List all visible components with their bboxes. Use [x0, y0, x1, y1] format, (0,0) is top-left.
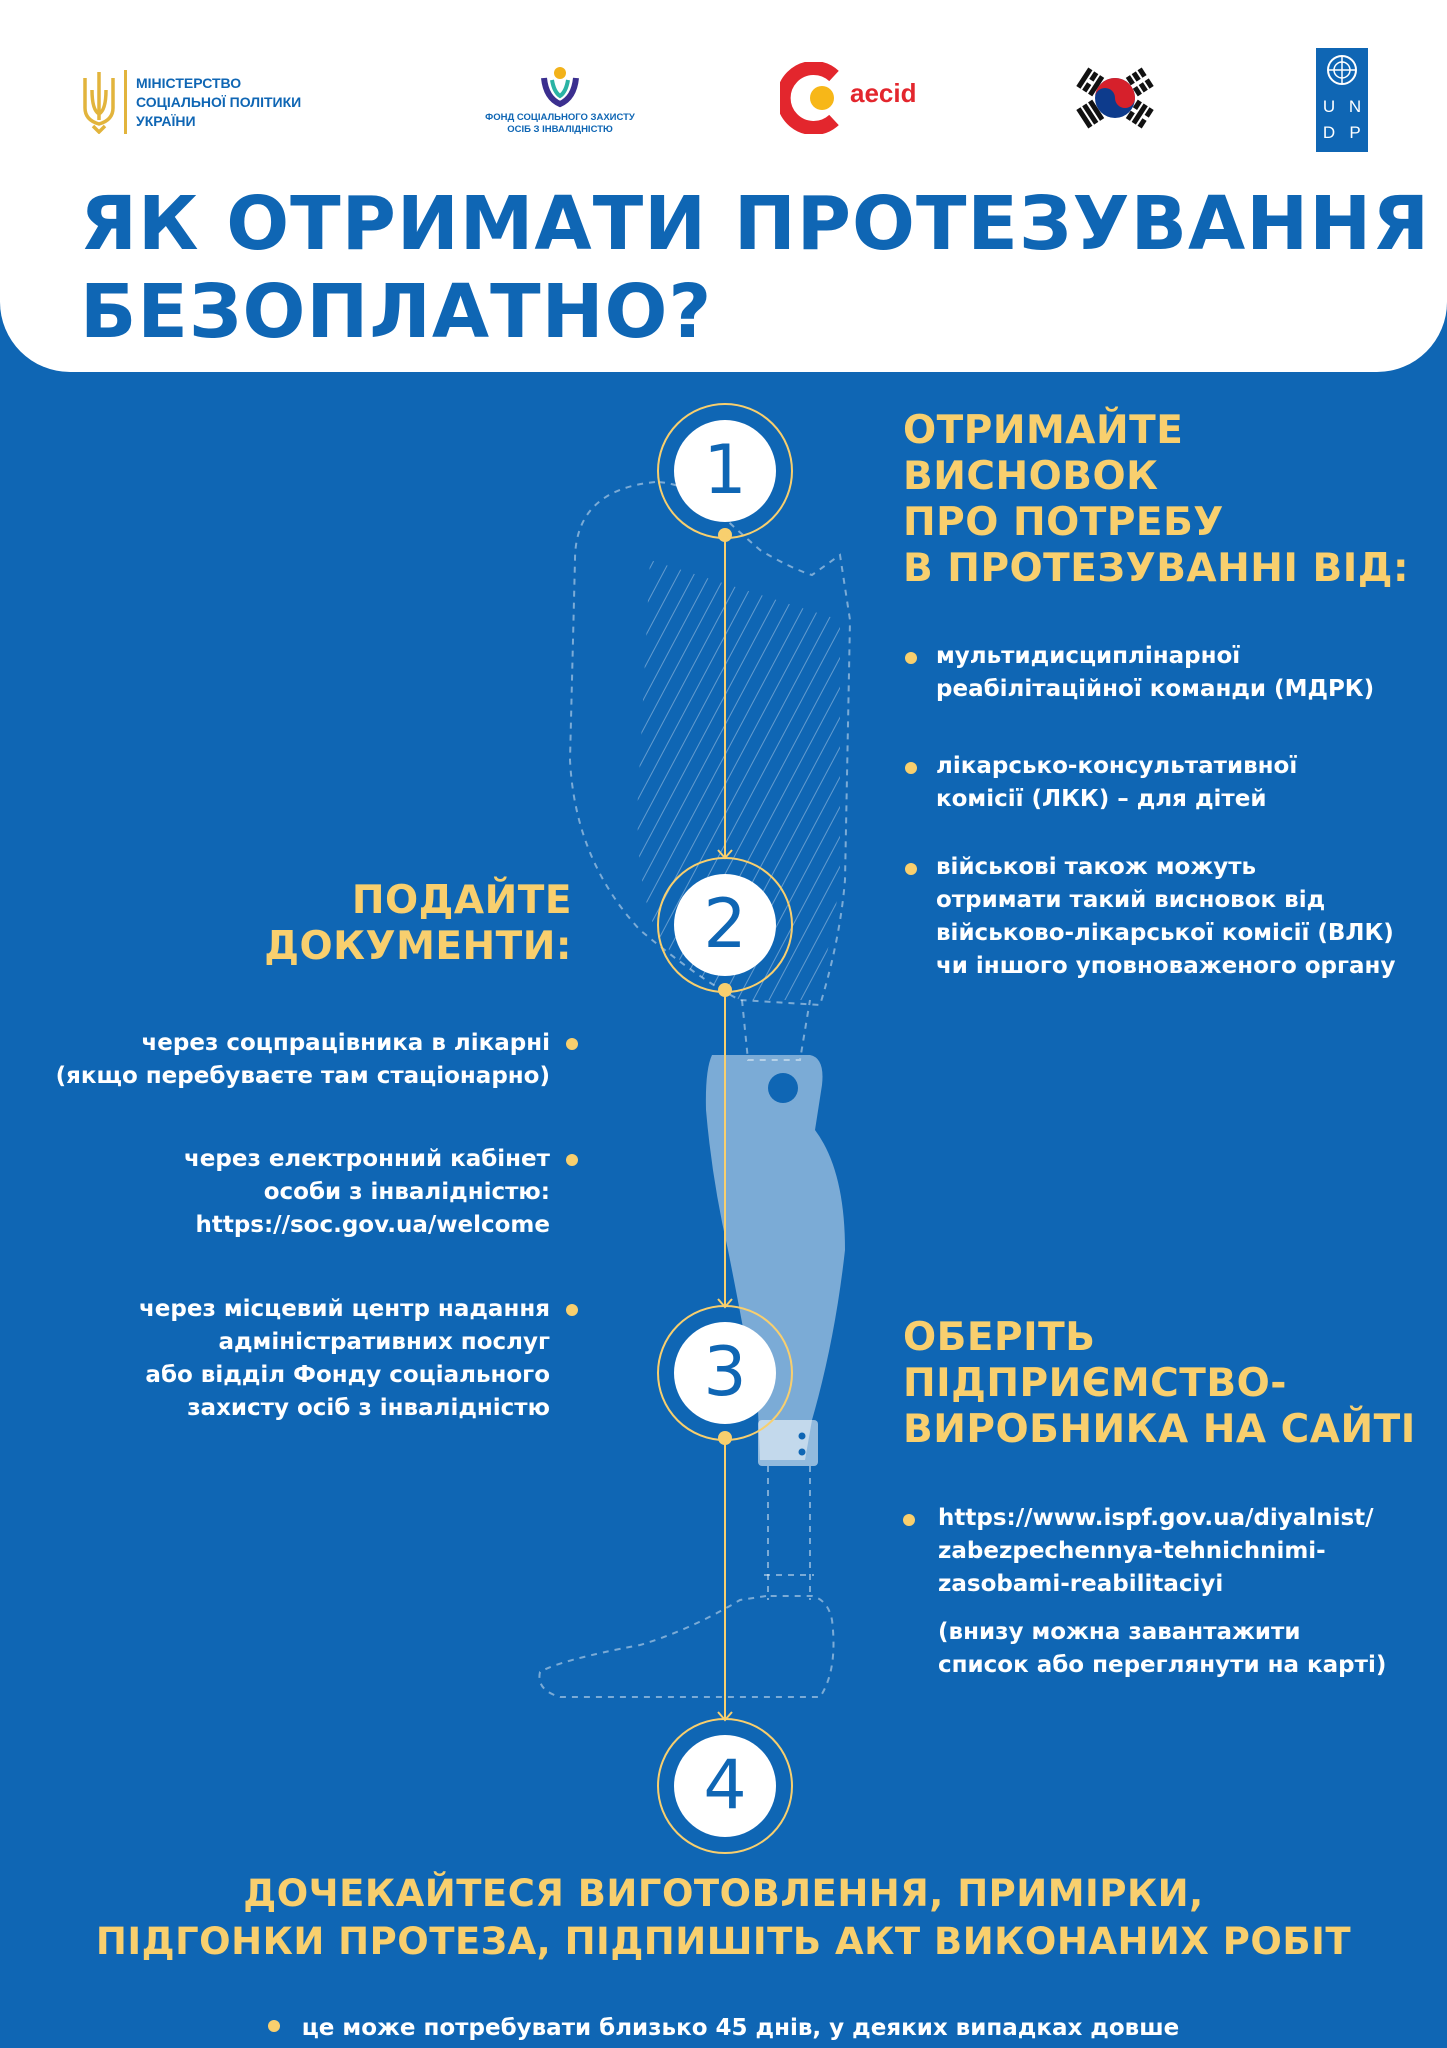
step-2-bullet-1-line-2: (якщо перебуваєте там стаціонарно): [55, 1063, 550, 1089]
connector-outline: [742, 1000, 810, 1060]
bullet-dot: [268, 2020, 280, 2032]
bullet-dot: [905, 863, 917, 875]
step-1-title-line-3: ПРО ПОТРЕБУ: [903, 500, 1224, 545]
step-3-link-line-2[interactable]: zabezpechennya-tehnichnimi-: [938, 1538, 1326, 1564]
step-2-bullet-1: [20, 1027, 550, 1093]
step-1-bullet-3: [936, 851, 1395, 983]
step-2-title: [200, 878, 572, 970]
step-1-title-line-2: ВИСНОВОК: [903, 454, 1159, 499]
step-2-bullet-3-line-3: або відділ Фонду соціального: [145, 1362, 550, 1388]
step-3-title-line-2: ПІДПРИЄМСТВО-: [903, 1361, 1287, 1406]
step-2-bullet-2-line-2: особи з інвалідністю:: [263, 1179, 550, 1205]
bullet-dot: [566, 1038, 578, 1050]
step-1-bullet-1-line-2: реабілітаційної команди (МДРК): [936, 676, 1375, 702]
bullet-dot: [903, 1514, 915, 1526]
step-3-link-line-3[interactable]: zasobami-reabilitaciyi: [938, 1571, 1224, 1597]
aecid-text: aecid: [850, 78, 917, 108]
page-title-line-2: БЕЗОПЛАТНО?: [80, 269, 713, 355]
step-2-bullet-3-line-2: адміністративних послуг: [218, 1329, 550, 1355]
step-4-title-line-2: ПІДГОНКИ ПРОТЕЗА, ПІДПИШІТЬ АКТ ВИКОНАНИХ РОБІТ: [95, 1920, 1352, 1963]
step-1-bullet-3-line-4: чи іншого уповноваженого органу: [936, 953, 1396, 979]
step-1-bullet-1-line-1: мультидисциплінарної: [936, 643, 1241, 669]
step-2-bullet-3-line-1: через місцевий центр надання: [139, 1296, 550, 1322]
bullet-dot: [905, 762, 917, 774]
step-2-bullet-3: [20, 1293, 550, 1425]
step-1-bullet-2-line-2: комісії (ЛКК) – для дітей: [936, 786, 1267, 812]
step-3-circle: [657, 1305, 793, 1441]
step-3-note: [938, 1616, 1386, 1682]
undp-letter-d: D: [1322, 123, 1336, 142]
step-1-title-line-1: ОТРИМАЙТЕ: [903, 408, 1184, 453]
step-3-note-line-2: список або переглянути на карті): [938, 1652, 1387, 1678]
step-4-title: [0, 1870, 1447, 1966]
step-1-title-line-4: В ПРОТЕЗУВАННІ ВІД:: [903, 546, 1410, 591]
step-3-link-line-1[interactable]: https://www.ispf.gov.ua/diyalnist/: [938, 1505, 1374, 1531]
bullet-dot: [905, 652, 917, 664]
step-1-bullet-3-line-3: військово-лікарської комісії (ВЛК): [936, 920, 1394, 946]
step-3-bullet-1: [938, 1502, 1374, 1601]
step-2-bullet-3-line-4: захисту осіб з інвалідністю: [187, 1395, 550, 1421]
step-1-bullet-1: [936, 640, 1374, 706]
ministry-line-3: УКРАЇНИ: [136, 113, 196, 129]
step-1-bullet-2: [936, 750, 1297, 816]
step-4-number: 4: [703, 1746, 747, 1825]
step-2-bullet-2-link[interactable]: https://soc.gov.ua/welcome: [195, 1212, 550, 1238]
step-2-title-line-2: ДОКУМЕНТИ:: [264, 924, 572, 969]
knee-hole: [768, 1073, 798, 1103]
step-1-number: 1: [703, 431, 747, 510]
step-2-number: 2: [703, 885, 747, 964]
step-4-title-line-1: ДОЧЕКАЙТЕСЯ ВИГОТОВЛЕННЯ, ПРИМІРКИ,: [243, 1872, 1204, 1915]
step-1-circle: [657, 403, 793, 539]
page-title-line-1: ЯК ОТРИМАТИ ПРОТЕЗУВАННЯ: [80, 181, 1431, 267]
step-4-circle: [657, 1718, 793, 1854]
step-3-number: 3: [703, 1333, 747, 1412]
step-3-note-line-1: (внизу можна завантажити: [938, 1619, 1301, 1645]
undp-letter-n: N: [1348, 97, 1362, 116]
fund-line-1: ФОНД СОЦІАЛЬНОГО ЗАХИСТУ: [485, 112, 635, 123]
step-1-title: [903, 408, 1409, 592]
step-2-circle: [657, 857, 793, 993]
pylon-outline: [768, 1466, 810, 1600]
step-3-title: [903, 1315, 1416, 1453]
ministry-line-1: МІНІСТЕРСТВО: [136, 75, 242, 91]
step-2-title-line-1: ПОДАЙТЕ: [351, 878, 572, 923]
step-3-title-line-3: ВИРОБНИКА НА САЙТІ: [903, 1407, 1416, 1452]
fund-line-2: ОСІБ З ІНВАЛІДНІСТЮ: [507, 124, 613, 135]
step-4-note: [0, 2015, 1447, 2041]
foot-outline: [539, 1596, 833, 1697]
undp-letter-p: P: [1349, 123, 1361, 142]
step-1-bullet-3-line-2: отримати такий висновок від: [936, 887, 1326, 913]
step-1-bullet-2-line-1: лікарсько-консультативної: [936, 753, 1298, 779]
undp-letter-u: U: [1322, 97, 1336, 116]
bullet-dot: [566, 1154, 578, 1166]
step-2-bullet-2-line-1: через електронний кабінет: [184, 1146, 550, 1172]
step-4-note-text: це може потребувати близько 45 днів, у деяких випадках довше: [301, 2015, 1180, 2041]
step-2-bullet-1-line-1: через соцпрацівника в лікарні: [141, 1030, 550, 1056]
step-2-bullet-2: [20, 1143, 550, 1242]
ministry-line-2: СОЦІАЛЬНОЇ ПОЛІТИКИ: [136, 94, 302, 110]
bullet-dot: [566, 1304, 578, 1316]
step-3-title-line-1: ОБЕРІТЬ: [903, 1315, 1096, 1360]
step-1-bullet-3-line-1: військові також можуть: [936, 854, 1257, 880]
